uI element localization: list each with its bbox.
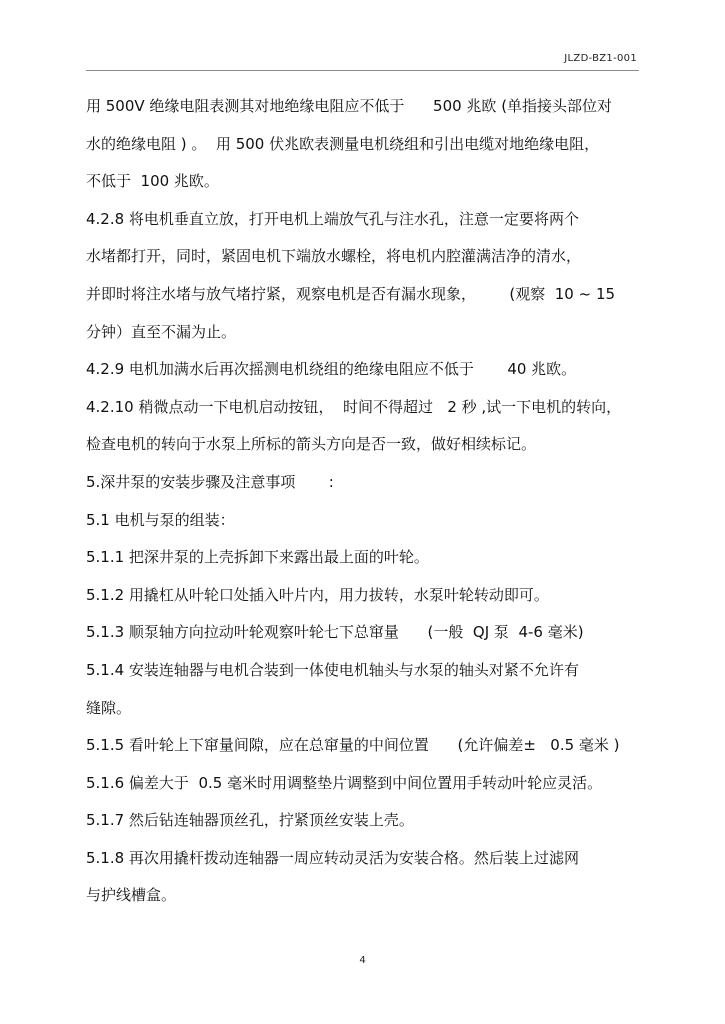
text-line: 5.1.1 把深井泵的上壳拆卸下来露出最上面的叶轮。 <box>86 548 429 567</box>
text-line: 5.1.5 看叶轮上下窜量间隙，应在总窜量的中间位置 (允许偏差± 0.5 毫米 ) <box>86 736 620 755</box>
text-line: 5.1.2 用撬杠从叶轮口处插入叶片内，用力拔转，水泵叶轮转动即可。 <box>86 585 549 604</box>
text-line: 4.2.8 将电机垂直立放，打开电机上端放气孔与注水孔，注意一定要将两个 <box>86 209 579 228</box>
text-line: 不低于 100 兆欧。 <box>86 172 219 191</box>
text-line: 缝隙。 <box>86 698 132 717</box>
document-code: JLZD-BZ1-001 <box>564 53 637 64</box>
text-line: 水的绝缘电阻 ) 。 用 500 伏兆欧表测量电机绕组和引出电缆对地绝缘电阻， <box>86 134 600 153</box>
text-line: 4.2.9 电机加满水后再次摇测电机绕组的绝缘电阻应不低于 40 兆欧。 <box>86 360 577 379</box>
text-line: 并即时将注水堵与放气堵拧紧，观察电机是否有漏水现象， (观察 10 ~ 15 <box>86 284 616 303</box>
section-heading: 5.深井泵的安装步骤及注意事项 : <box>86 472 334 491</box>
text-line: 水堵都打开，同时，紧固电机下端放水螺栓，将电机内腔灌满洁净的清水， <box>86 247 582 266</box>
text-line: 5.1.4 安装连轴器与电机合装到一体使电机轴头与水泵的轴头对紧不允许有 <box>86 660 579 679</box>
text-line: 4.2.10 稍微点动一下电机启动按钮， 时间不得超过 2 秒 ,试一下电机的转向， <box>86 397 622 416</box>
text-line: 5.1.7 然后钻连轴器顶丝孔，拧紧顶丝安装上壳。 <box>86 811 414 830</box>
text-line: 5.1.8 再次用撬杆拨动连轴器一周应转动灵活为安装合格。然后装上过滤网 <box>86 848 579 867</box>
header-divider <box>86 70 639 71</box>
text-line: 5.1.6 偏差大于 0.5 毫米时用调整垫片调整到中间位置用手转动叶轮应灵活。 <box>86 773 603 792</box>
text-line: 5.1.3 顺泵轴方向拉动叶轮观察叶轮七下总窜量 (一般 QJ 泵 4-6 毫米) <box>86 623 584 642</box>
text-line: 分钟）直至不漏为止。 <box>86 322 237 341</box>
page-number: 4 <box>359 955 366 966</box>
subsection-heading: 5.1 电机与泵的组装： <box>86 510 235 529</box>
text-line: 与护线槽盒。 <box>86 886 177 905</box>
text-line: 检查电机的转向于水泵上所标的箭头方向是否一致，做好相续标记。 <box>86 435 537 454</box>
body-text <box>86 88 646 915</box>
text-line: 用 500V 绝缘电阻表测其对地绝缘电阻应不低于 500 兆欧 (单指接头部位对 <box>86 97 613 115</box>
